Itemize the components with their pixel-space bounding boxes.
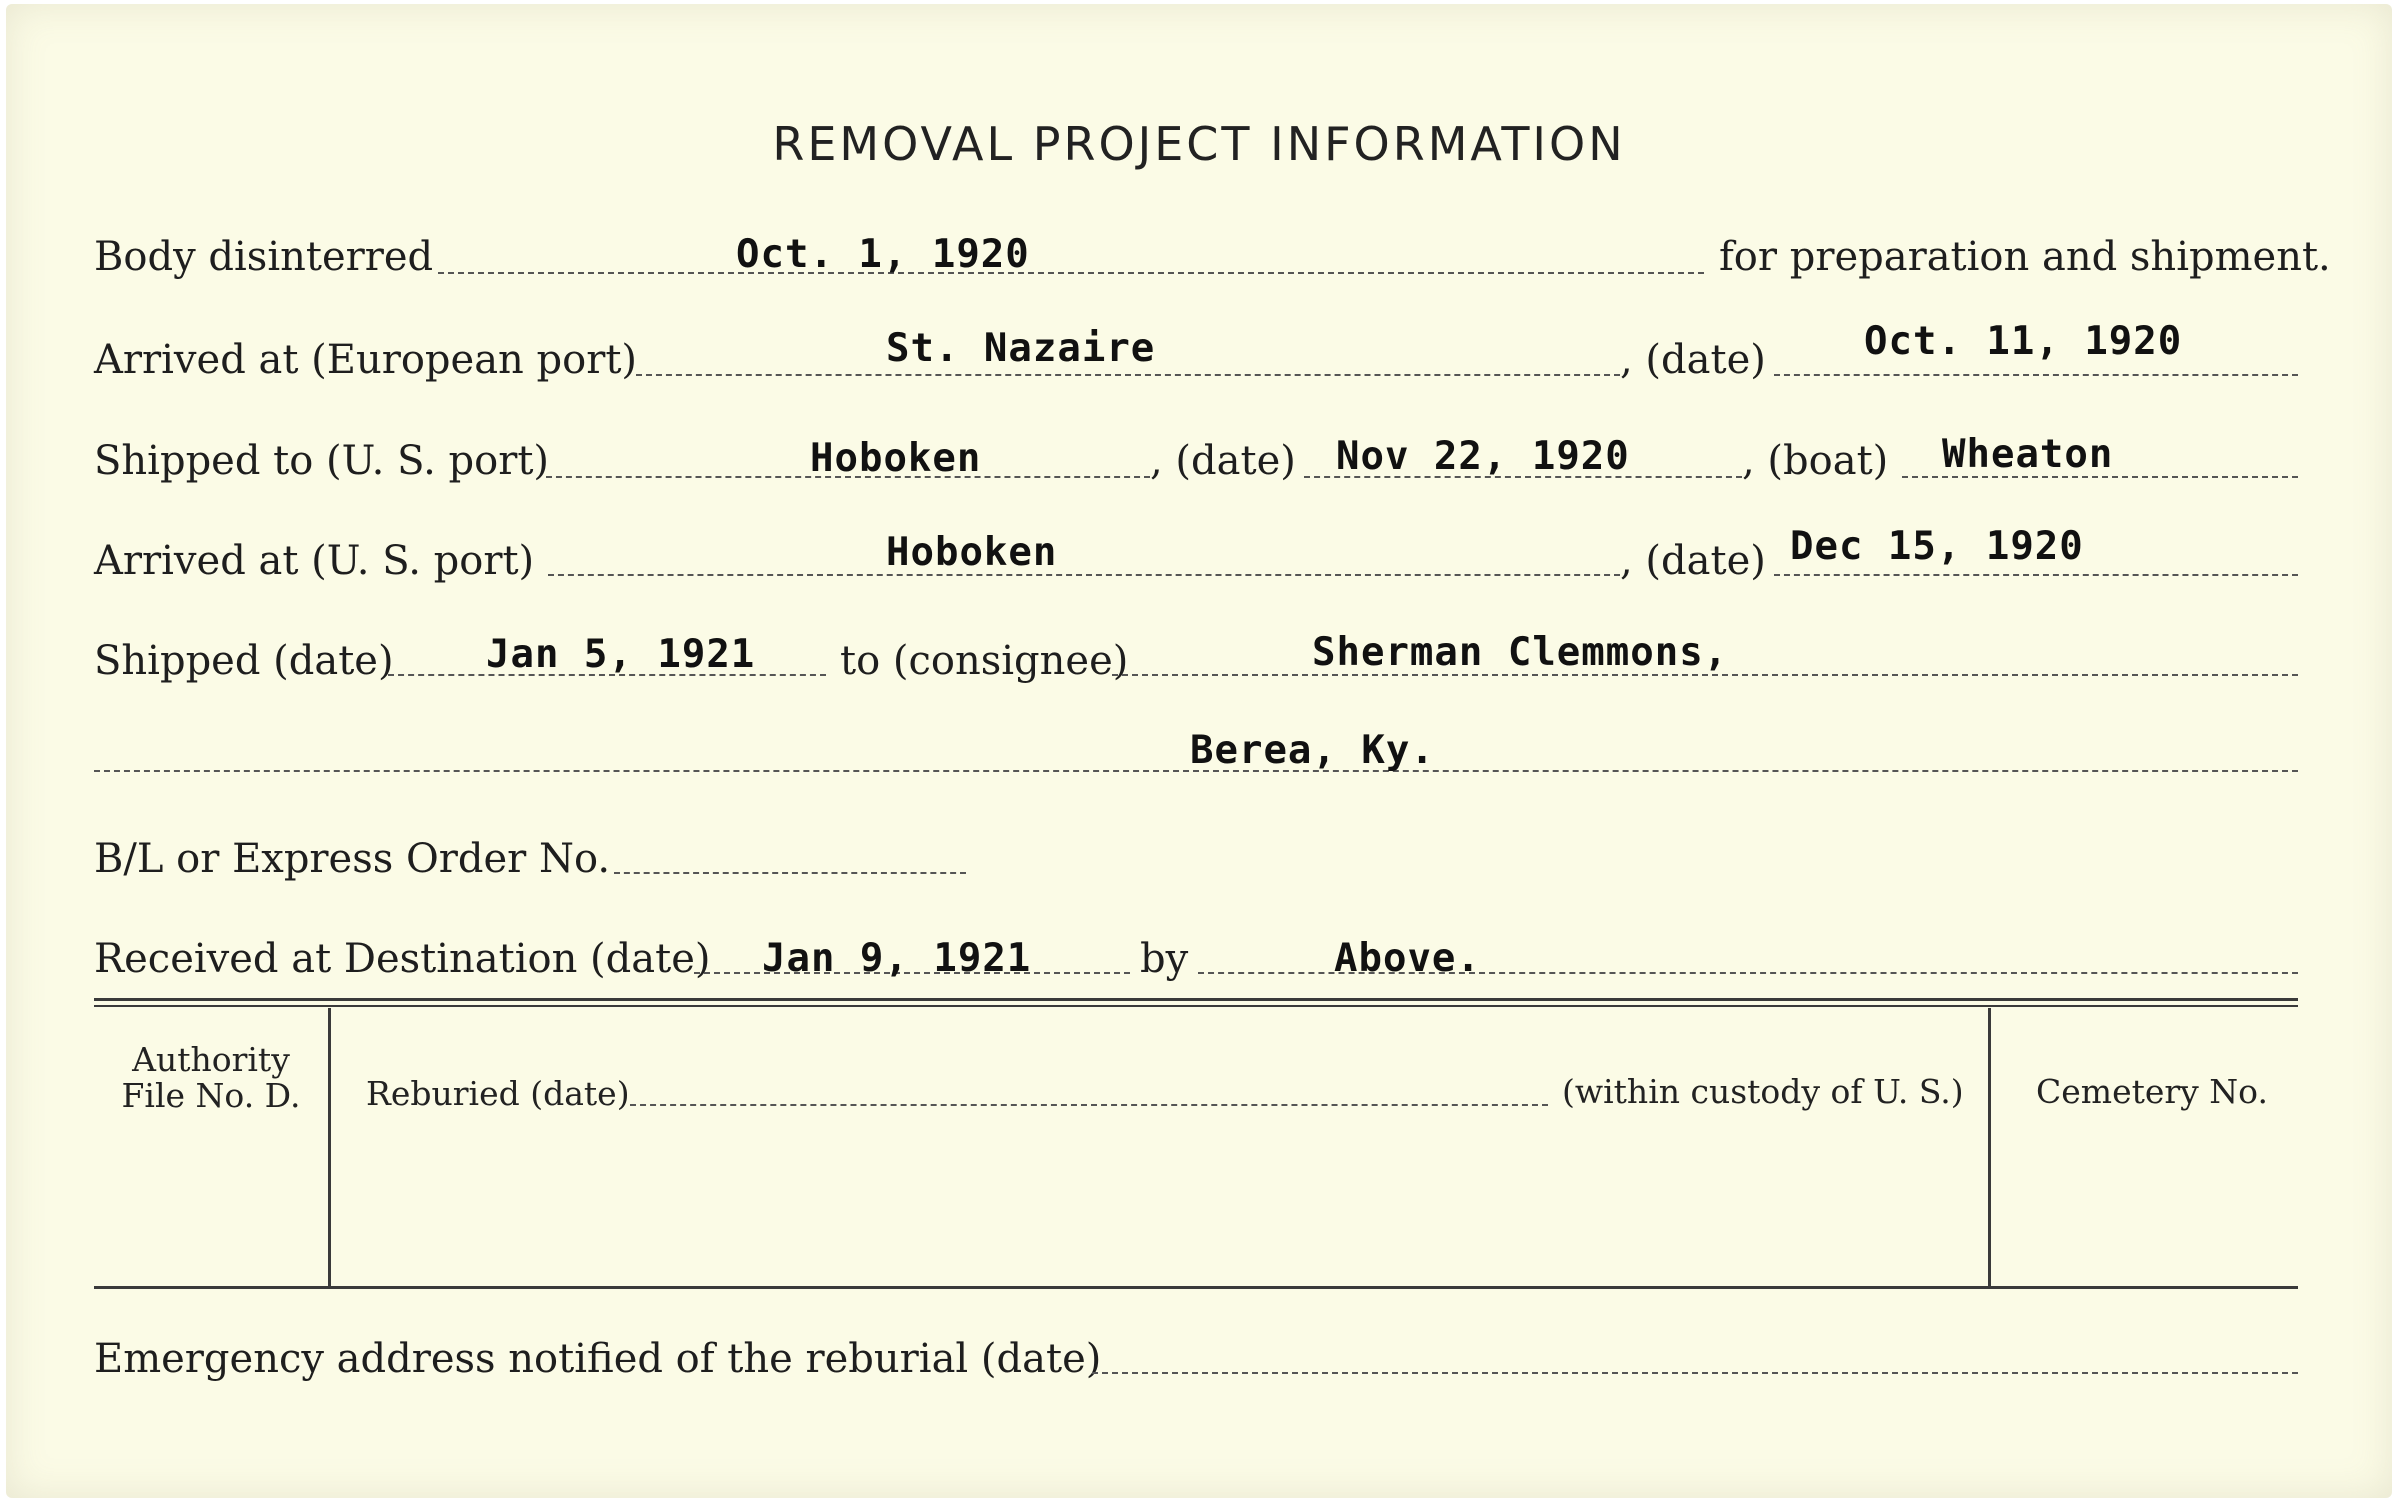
shipped-date-value: Jan 5, 1921 [486,632,756,677]
received-destination-label: Received at Destination (date) [94,936,711,982]
cemetery-no-label: Cemetery No. [2036,1072,2268,1111]
arrived-us-port-line [548,574,1620,576]
consignee-address-value: Berea, Ky. [1190,728,1435,773]
arrived-european-port-label: Arrived at (European port) [94,337,638,383]
shipment-purpose-text: for preparation and shipment. [1719,234,2331,280]
shipped-us-port-label: Shipped to (U. S. port) [94,438,549,484]
arrived-european-port-value: St. Nazaire [886,326,1156,371]
shipped-us-date-value: Nov 22, 1920 [1336,434,1630,479]
received-destination-value: Jan 9, 1921 [762,936,1032,981]
removal-project-card [6,4,2392,1498]
arrived-european-port-line [636,374,1620,376]
arrived-us-port-value: Hoboken [886,530,1058,575]
box-divider-right [1988,1008,1991,1288]
arrived-european-date-line [1774,374,2298,376]
custody-note: (within custody of U. S.) [1562,1072,1964,1111]
authority-label-line1: Authority [132,1040,290,1079]
page-title: REMOVAL PROJECT INFORMATION [772,117,1626,171]
authority-label-line2: File No. D. [121,1076,301,1115]
body-disinterred-line [438,272,1704,274]
arrived-us-date-label: , (date) [1620,538,1766,584]
arrived-european-date-value: Oct. 11, 1920 [1864,319,2183,364]
shipped-us-boat-label: , (boat) [1742,438,1889,484]
received-by-value: Above. [1334,936,1481,981]
box-top-rule-1 [94,998,2298,1001]
emergency-notified-line [1092,1372,2298,1374]
bl-express-order-line [614,872,966,874]
received-by-label: by [1140,936,1189,982]
reburied-date-label: Reburied (date) [366,1074,630,1113]
box-bottom-rule [94,1286,2298,1289]
arrived-us-date-value: Dec 15, 1920 [1790,524,2084,569]
bl-express-order-label: B/L or Express Order No. [94,836,611,882]
shipped-us-port-value: Hoboken [810,436,982,481]
body-disinterred-value: Oct. 1, 1920 [736,232,1030,277]
consignee-label: to (consignee) [840,638,1129,684]
shipped-date-label: Shipped (date) [94,638,394,684]
arrived-european-date-label: , (date) [1620,337,1766,383]
emergency-notified-label: Emergency address notified of the reburial (date) [94,1336,1102,1382]
box-divider-left [328,1008,331,1288]
body-disinterred-label: Body disinterred [94,234,434,280]
arrived-us-port-label: Arrived at (U. S. port) [94,538,535,584]
arrived-us-date-line [1774,574,2298,576]
box-top-rule-2 [94,1005,2298,1007]
shipped-us-date-label: , (date) [1150,438,1296,484]
consignee-value: Sherman Clemmons, [1312,630,1729,675]
reburied-date-line [630,1104,1548,1106]
shipped-us-boat-value: Wheaton [1942,432,2114,477]
